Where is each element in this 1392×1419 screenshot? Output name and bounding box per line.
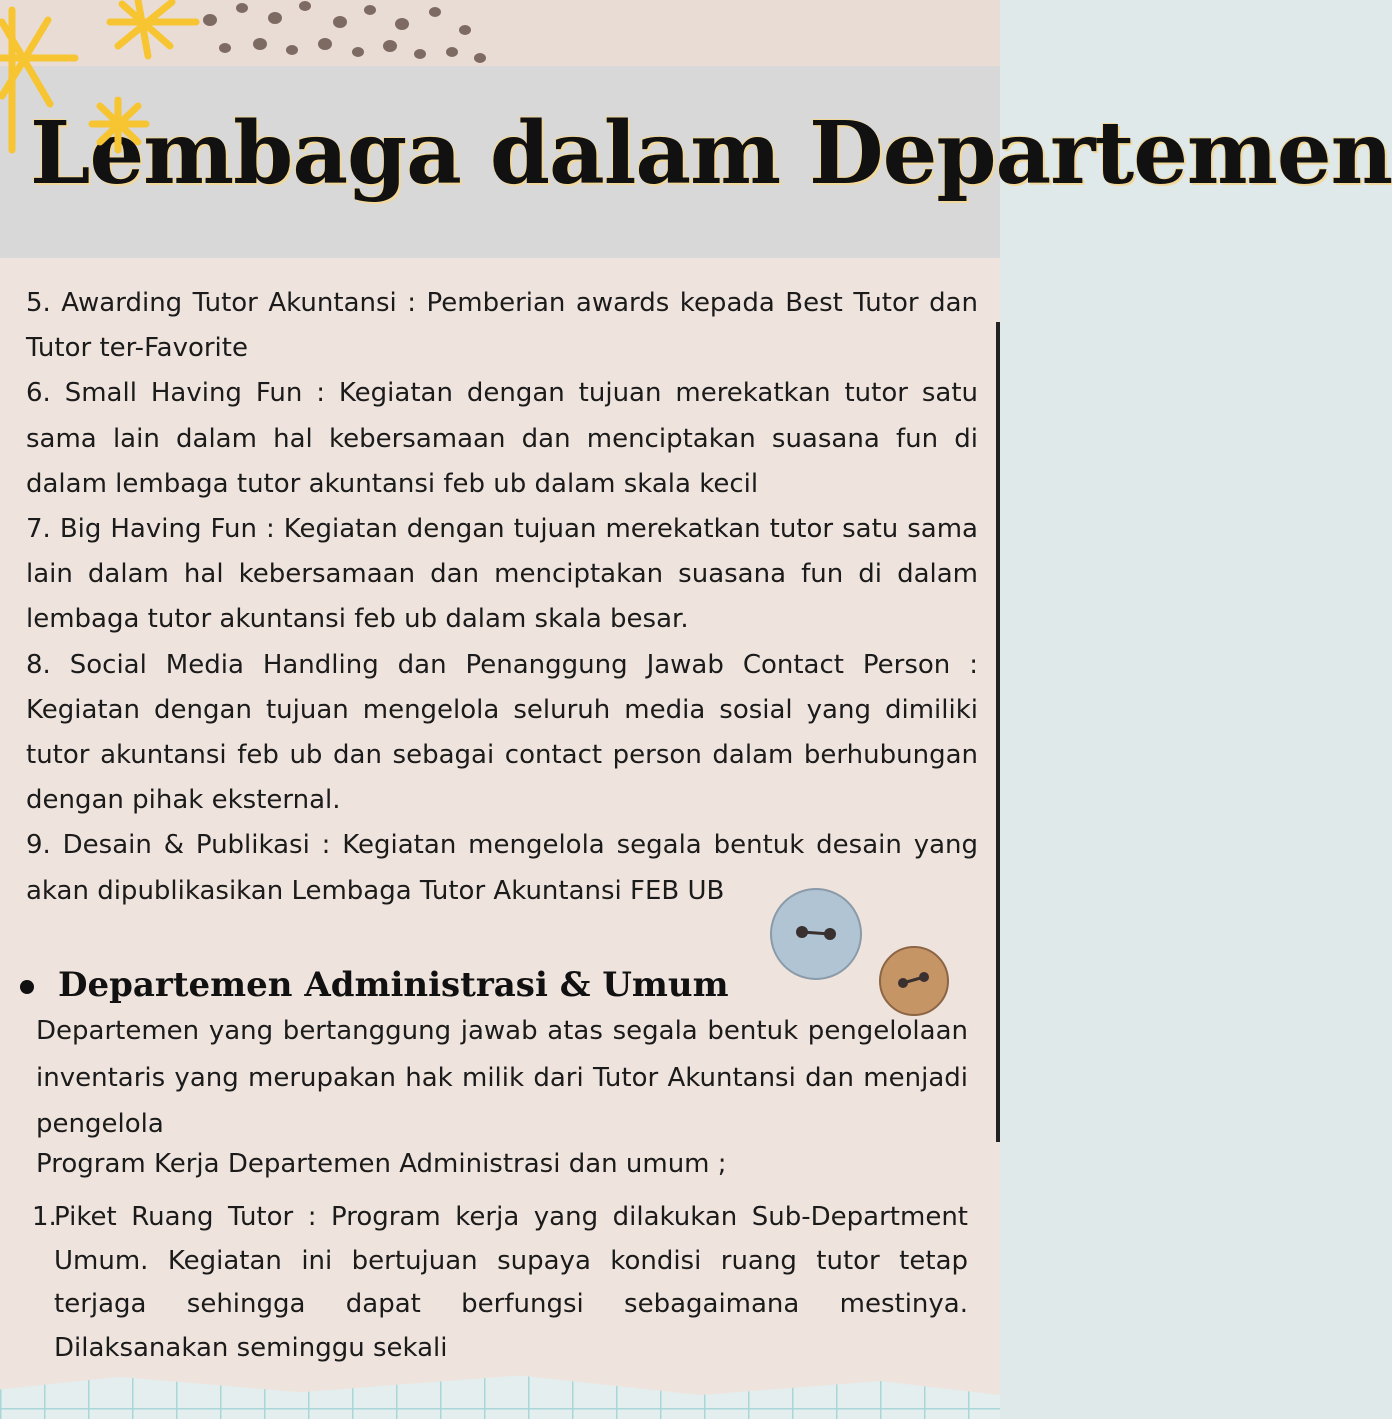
- star-sparkle-icon: [0, 0, 210, 160]
- list-item-text: Piket Ruang Tutor : Program kerja yang dilakukan Sub-Department Umum. Kegiatan ini bertujuan supaya kondisi ruang tutor tetap terjaga sehingga dapat berfungsi sebagaimana mestinya. Dilaksanakan seminggu sekali: [54, 1202, 968, 1363]
- program-title: Program Kerja Departemen Administrasi dan umum ;: [36, 1149, 727, 1179]
- dot-pattern: [180, 0, 500, 70]
- list-item-number: 1.: [32, 1202, 57, 1232]
- section-description-text: Departemen yang bertanggung jawab atas segala bentuk pengelolaan inventaris yang merupakan hak milik dari Tutor Akuntansi dan menjadi pengelola: [36, 1016, 968, 1139]
- right-edge-rule: [996, 322, 1000, 1142]
- list-item: 7. Big Having Fun : Kegiatan dengan tujuan merekatkan tutor satu sama lain dalam hal kebersamaan dan menciptakan suasana fun di dalam lembaga tutor akuntansi feb ub dalam skala besar.: [26, 514, 978, 635]
- list-item: 6. Small Having Fun : Kegiatan dengan tujuan merekatkan tutor satu sama lain dalam hal kebersamaan dan menciptakan suasana fun di dalam lembaga tutor akuntansi feb ub dalam skala kecil: [26, 378, 978, 499]
- list-item: 8. Social Media Handling dan Penanggung Jawab Contact Person : Kegiatan dengan tujuan mengelola seluruh media sosial yang dimiliki tutor akuntansi feb ub dan sebagai contact person dalam berhubungan dengan pihak eksternal.: [26, 649, 978, 816]
- program-list-continued: [26, 281, 978, 914]
- section-heading: Departemen Administrasi & Umum: [58, 965, 729, 1005]
- sewing-button-icon: [876, 944, 952, 1018]
- page-title: Lembaga dalam Departemen: [30, 103, 1392, 204]
- program-list: [32, 1196, 968, 1370]
- list-item: 5. Awarding Tutor Akuntansi : Pemberian awards kepada Best Tutor dan Tutor ter-Favorite: [26, 288, 978, 364]
- sewing-button-icon: [766, 886, 866, 982]
- bullet-dot: [20, 980, 34, 994]
- section-description: [36, 1008, 968, 1148]
- list-item: [32, 1196, 968, 1370]
- list-item: 9. Desain & Publikasi : Kegiatan mengelola segala bentuk desain yang akan dipublikasikan Lembaga Tutor Akuntansi FEB UB: [26, 830, 978, 906]
